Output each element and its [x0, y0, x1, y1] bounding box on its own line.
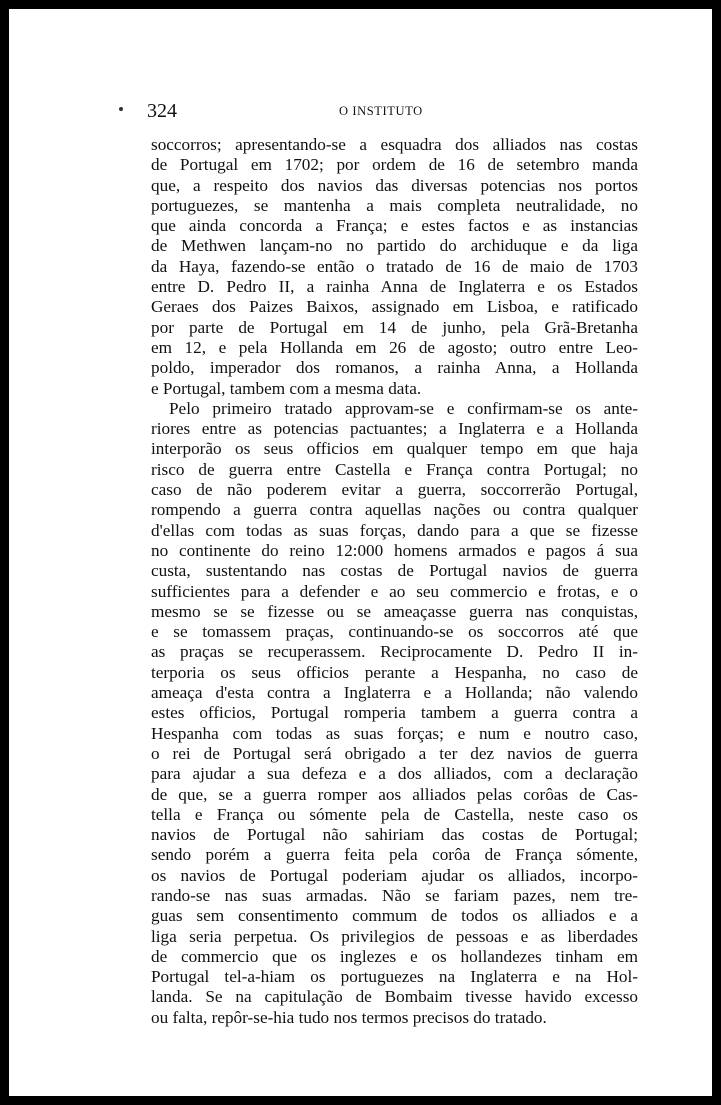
text-line: poldo, imperador dos romanos, a rainha Anna, a Hollanda	[151, 358, 638, 378]
page-header	[9, 100, 712, 122]
text-line: de que, se a guerra romper aos alliados pelas corôas de Cas-	[151, 784, 638, 804]
running-head: O INSTITUTO	[339, 104, 423, 118]
text-line: caso de não poderem evitar a guerra, soccorrerão Portugal,	[151, 480, 638, 500]
text-line: navios de Portugal não sahiriam das costas de Portugal;	[151, 825, 638, 845]
text-line: custa, sustentando nas costas de Portugal navios de guerra	[151, 561, 638, 581]
text-line: landa. Se na capitulação de Bombaim tivesse havido excesso	[151, 987, 638, 1007]
text-line: os navios de Portugal poderiam ajudar os alliados, incorpo-	[151, 865, 638, 885]
text-line: tella e França ou sómente pela de Castella, neste caso os	[151, 804, 638, 824]
text-line: as praças se recuperassem. Reciprocamente D. Pedro II in-	[151, 642, 638, 662]
text-line: que, a respeito dos navios das diversas potencias nos portos	[151, 175, 638, 195]
text-line: terporia os seus officios perante a Hespanha, no caso de	[151, 662, 638, 682]
text-line: que ainda concorda a França; e estes factos e as instancias	[151, 216, 638, 236]
text-line: e Portugal, tambem com a mesma data.	[151, 378, 422, 398]
text-line: rando-se nas suas armadas. Não se fariam pazes, nem tre-	[151, 885, 638, 905]
text-line: para ajudar a sua defeza e a dos alliados, com a declaração	[151, 764, 638, 784]
paragraph	[151, 399, 638, 1028]
text-line: da Haya, fazendo-se então o tratado de 16 de maio de 1703	[151, 256, 638, 276]
text-line: e se tomassem praças, continuando-se os soccorros até que	[151, 622, 638, 642]
text-line: no continente do reino 12:000 homens armados e pagos á sua	[151, 540, 638, 560]
page-number: 324	[147, 100, 177, 122]
text-line: Geraes dos Paizes Baixos, assignado em Lisboa, e ratificado	[151, 297, 638, 317]
text-line: entre D. Pedro II, a rainha Anna de Inglaterra e os Estados	[151, 277, 638, 297]
text-line: em 12, e pela Hollanda em 26 de agosto; outro entre Leo-	[151, 337, 638, 357]
text-line: riores entre as potencias pactuantes; a Inglaterra e a Hollanda	[151, 419, 638, 439]
text-line: Pelo primeiro tratado approvam-se e confirmam-se os ante-	[169, 398, 638, 418]
print-speck	[119, 107, 123, 111]
text-line: liga seria perpetua. Os privilegios de pessoas e as liberdades	[151, 926, 638, 946]
body-text	[151, 135, 638, 1028]
text-line: rompendo a guerra contra aquellas nações ou contra qualquer	[151, 500, 638, 520]
text-line: mesmo se se fizesse ou se ameaçasse guerra nas conquistas,	[151, 601, 638, 621]
text-line: o rei de Portugal será obrigado a ter dez navios de guerra	[151, 743, 638, 763]
text-line: ou falta, repôr-se-hia tudo nos termos precisos do tratado.	[151, 1007, 547, 1027]
text-line: portuguezes, se mantenha a mais completa neutralidade, no	[151, 195, 638, 215]
text-line: Portugal tel-a-hiam os portuguezes na Inglaterra e na Hol-	[151, 967, 638, 987]
text-line: sufficientes para a defender e ao seu commercio e frotas, e o	[151, 581, 638, 601]
text-line: estes officios, Portugal romperia tambem a guerra contra a	[151, 703, 638, 723]
text-line: por parte de Portugal em 14 de junho, pela Grã-Bretanha	[151, 317, 638, 337]
text-line: sendo porém a guerra feita pela corôa de França sómente,	[151, 845, 638, 865]
text-line: soccorros; apresentando-se a esquadra dos alliados nas costas	[151, 135, 638, 154]
text-line: Hespanha com todas as suas forças; e num e noutro caso,	[151, 723, 638, 743]
text-line: ameaça d'esta contra a Inglaterra e a Hollanda; não valendo	[151, 683, 638, 703]
text-line: de commercio que os inglezes e os hollandezes tinham em	[151, 946, 638, 966]
text-line: de Methwen lançam-no no partido do archiduque e da liga	[151, 236, 638, 256]
text-line: risco de guerra entre Castella e França contra Portugal; no	[151, 459, 638, 479]
text-line: interporão os seus officios em qualquer tempo em que haja	[151, 439, 638, 459]
text-line: guas sem consentimento commum de todos os alliados e a	[151, 906, 638, 926]
text-line: de Portugal em 1702; por ordem de 16 de setembro manda	[151, 155, 638, 175]
text-line: d'ellas com todas as suas forças, dando para a que se fizesse	[151, 520, 638, 540]
document-page	[9, 9, 712, 1096]
paragraph	[151, 135, 638, 399]
